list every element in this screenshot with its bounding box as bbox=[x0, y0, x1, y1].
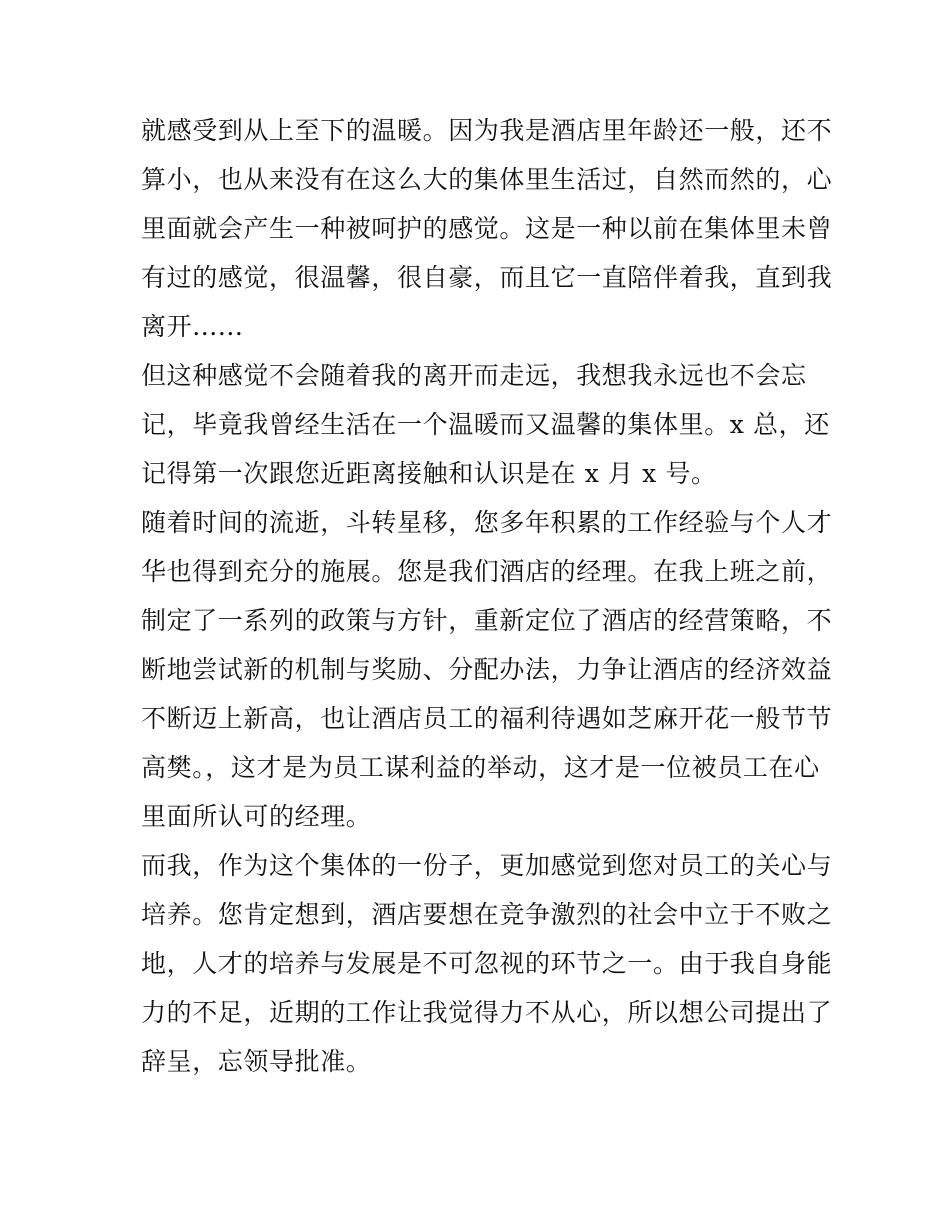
text-line: 里面就会产生一种被呵护的感觉。这是一种以前在集体里未曾 bbox=[141, 214, 833, 243]
text-line: 制定了一系列的政策与方针，重新定位了酒店的经营策略，不 bbox=[141, 606, 833, 635]
text-line: 培养。您肯定想到，酒店要想在竞争激烈的社会中立于不败之 bbox=[141, 900, 833, 929]
text-line: 记，毕竟我曾经生活在一个温暖而又温馨的集体里。x 总，还 bbox=[141, 410, 830, 439]
text-line: 地，人才的培养与发展是不可忽视的环节之一。由于我自身能 bbox=[141, 949, 833, 978]
text-line: 华也得到充分的施展。您是我们酒店的经理。在我上班之前， bbox=[141, 557, 833, 586]
text-line: 离开...... bbox=[141, 312, 244, 341]
text-line: 力的不足，近期的工作让我觉得力不从心，所以想公司提出了 bbox=[141, 998, 833, 1027]
document-body bbox=[141, 106, 833, 1086]
text-line: 就感受到从上至下的温暖。因为我是酒店里年龄还一般，还不 bbox=[141, 116, 833, 145]
text-line: 而我，作为这个集体的一份子，更加感觉到您对员工的关心与 bbox=[141, 851, 833, 880]
text-line: 断地尝试新的机制与奖励、分配办法，力争让酒店的经济效益 bbox=[141, 655, 833, 684]
text-line: 不断迈上新高，也让酒店员工的福利待遇如芝麻开花一般节节 bbox=[141, 704, 833, 733]
text-line: 记得第一次跟您近距离接触和认识是在 x 月 x 号。 bbox=[141, 459, 717, 488]
text-line: 里面所认可的经理。 bbox=[141, 802, 372, 831]
text-line: 算小，也从来没有在这么大的集体里生活过，自然而然的，心 bbox=[141, 165, 833, 194]
text-line: 但这种感觉不会随着我的离开而走远，我想我永远也不会忘 bbox=[141, 361, 807, 390]
text-line: 随着时间的流逝，斗转星移，您多年积累的工作经验与个人才 bbox=[141, 508, 833, 537]
text-line: 辞呈，忘领导批准。 bbox=[141, 1047, 372, 1076]
text-line: 有过的感觉，很温馨，很自豪，而且它一直陪伴着我，直到我 bbox=[141, 263, 833, 292]
text-line: 高樊。，这才是为员工谋利益的举动，这才是一位被员工在心 bbox=[141, 753, 820, 782]
